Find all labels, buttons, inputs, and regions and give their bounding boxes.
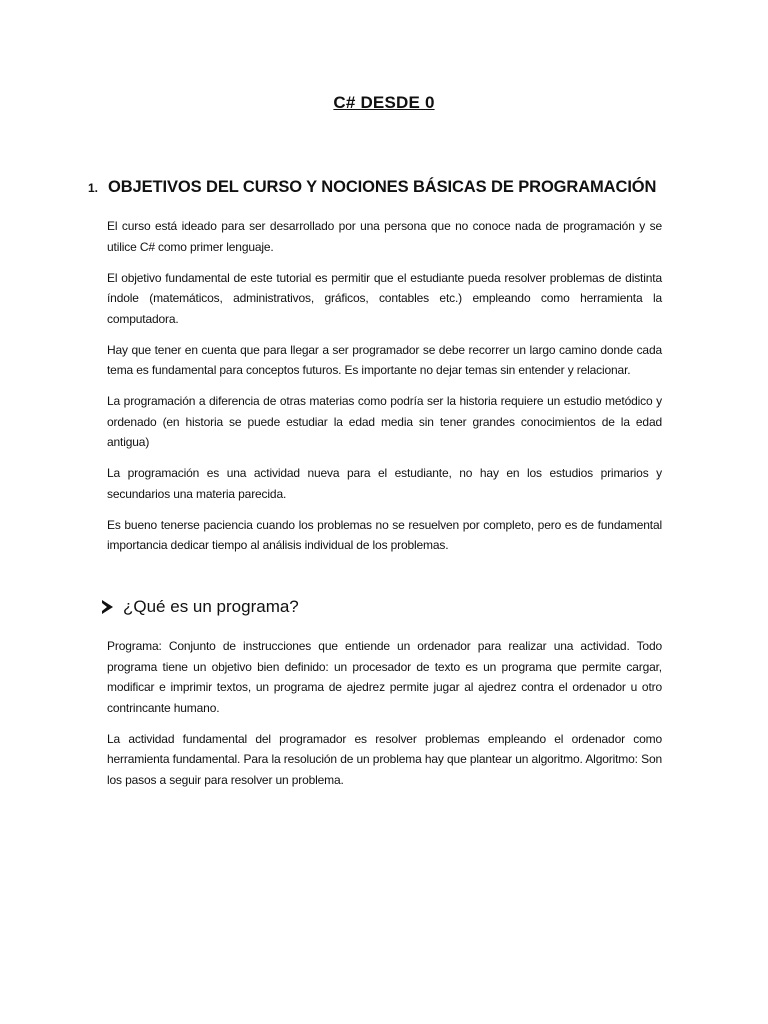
subsection-body xyxy=(107,636,662,801)
document-title: C# DESDE 0 xyxy=(333,93,435,112)
paragraph: Es bueno tenerse paciencia cuando los problemas no se resuelven por completo, pero es de fundamental importancia dedicar tiempo al análisis individual de los problemas. xyxy=(107,517,662,552)
section-title: OBJETIVOS DEL CURSO Y NOCIONES BÁSICAS DE PROGRAMACIÓN xyxy=(108,178,657,196)
paragraph: La programación a diferencia de otras materias como podría ser la historia requiere un estudio metódico y ordenado (en historia se puede estudiar la edad media sin tener grandes conocimientos de la edad antigua) xyxy=(107,394,662,449)
section-body xyxy=(107,216,662,566)
paragraph: La programación es una actividad nueva para el estudiante, no hay en los estudios primarios y secundarios una materia parecida. xyxy=(107,466,662,501)
paragraph: El curso está ideado para ser desarrollado por una persona que no conoce nada de programación y se utilice C# como primer lenguaje. xyxy=(107,219,662,254)
subsection-heading xyxy=(102,597,299,617)
paragraph: Hay que tener en cuenta que para llegar a ser programador se debe recorrer un largo camino donde cada tema es fundamental para conceptos futuros. Es importante no dejar temas sin entender y relacionar. xyxy=(107,342,662,377)
paragraph: El objetivo fundamental de este tutorial es permitir que el estudiante pueda resolver problemas de distinta índole (matemáticos, administrativos, gráficos, contables etc.) empleando como herramienta la computadora. xyxy=(107,270,662,326)
section-heading xyxy=(88,178,688,197)
arrow-bullet-icon xyxy=(102,600,113,614)
section-number: 1. xyxy=(88,181,99,195)
paragraph: Programa: Conjunto de instrucciones que entiende un ordenador para realizar una actividad. Todo programa tiene un objetivo bien definido: un procesador de texto es un programa que permite cargar, modificar e imprimir textos, un programa de ajedrez permite jugar al ajedrez contra el ordenador u otro contrincante humano. xyxy=(107,639,662,715)
subsection-title: ¿Qué es un programa? xyxy=(123,597,299,616)
paragraph: La actividad fundamental del programador es resolver problemas empleando el ordenador como herramienta fundamental. Para la resolución de un problema hay que plantear un algoritmo. Algoritmo: Son los pasos a seguir para resolver un problema. xyxy=(107,731,662,787)
